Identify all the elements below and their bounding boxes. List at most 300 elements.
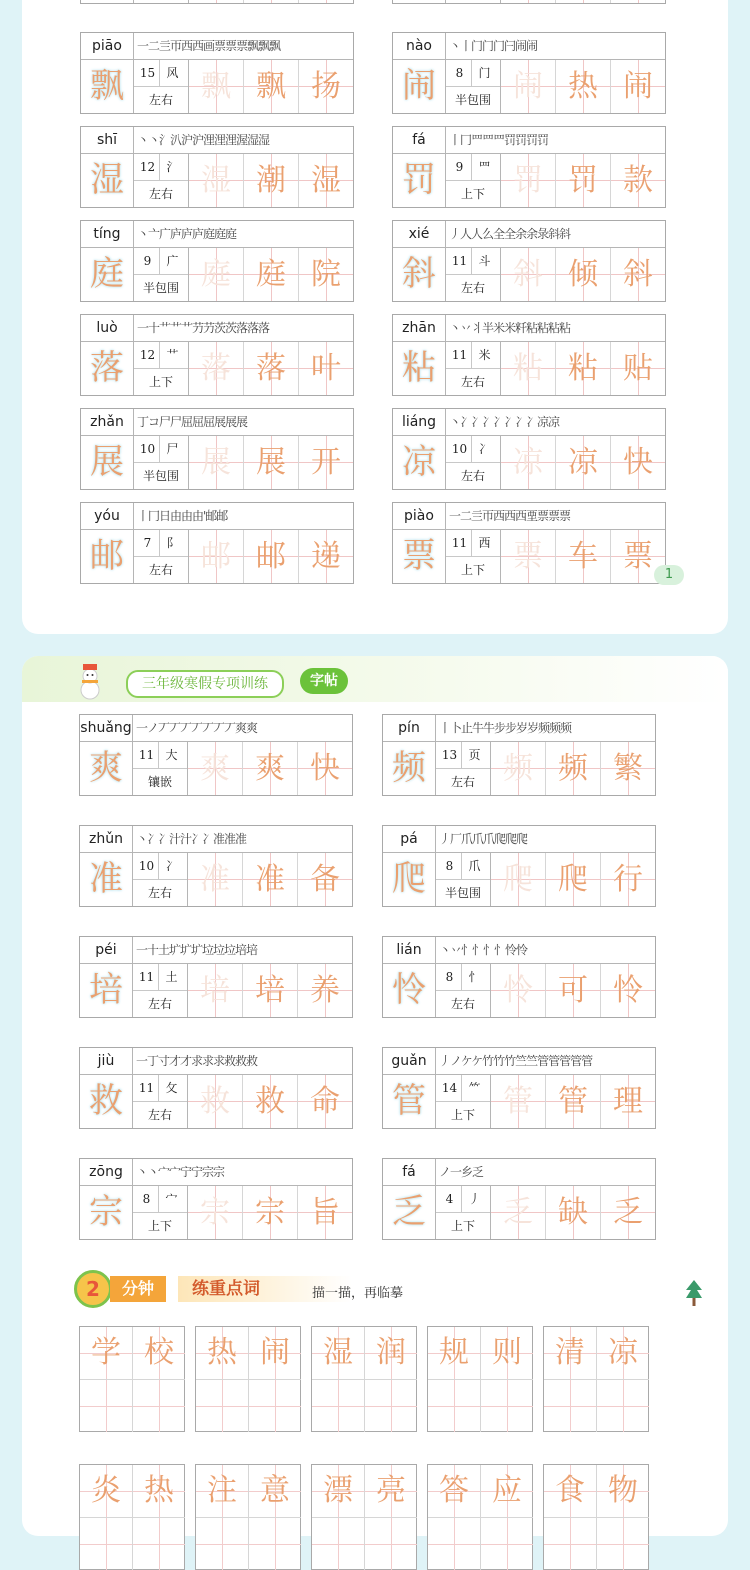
pinyin: fá — [393, 127, 446, 153]
structure-label: 左右 — [148, 563, 173, 577]
card-header — [393, 409, 665, 436]
radical: 大 — [165, 748, 178, 762]
big-char: 罚 — [393, 154, 446, 207]
stroke-order: 丶冫冫冫冫冫冫冫凉凉 — [449, 415, 560, 429]
blank-cell — [480, 1379, 533, 1432]
stroke-order: 丨冂日由由由'邮邮 — [137, 509, 228, 523]
pinyin: xié — [393, 221, 446, 247]
radical: 忄 — [468, 970, 481, 984]
blank-cell — [544, 1517, 596, 1570]
practice-card — [79, 1047, 353, 1129]
card-header — [393, 221, 665, 248]
practice-card — [79, 936, 353, 1018]
practice-card — [392, 408, 666, 490]
word-char: 叶 — [299, 342, 353, 395]
big-char: 乏 — [383, 1186, 436, 1239]
stroke-order: 丶亠广庐庐庐庭庭庭 — [137, 227, 237, 241]
stroke-count: 14 — [439, 1075, 462, 1101]
trace-cell: 票 — [501, 530, 556, 583]
stroke-order: 丶丶宀宀宁宁宗宗 — [136, 1165, 225, 1179]
big-char: 闹 — [393, 60, 446, 113]
pinyin: zhǎn — [81, 409, 134, 435]
pinyin: nào — [393, 33, 446, 59]
phrase-char: 润 — [364, 1327, 417, 1379]
section-header — [74, 1270, 674, 1306]
char-info — [134, 436, 189, 489]
section-number: 2 — [74, 1270, 112, 1308]
blank-cell — [428, 1517, 480, 1570]
stroke-order: 一丁寸才才求求求救救救 — [136, 1054, 258, 1068]
structure-label: 上下 — [450, 1219, 475, 1233]
big-char: 管 — [383, 1075, 436, 1128]
card-header — [80, 1048, 352, 1075]
phrase-box — [311, 1464, 417, 1570]
big-char: 湿 — [81, 154, 134, 207]
radical: 尸 — [166, 442, 179, 456]
card-header — [393, 127, 665, 154]
big-char: 准 — [80, 853, 133, 906]
phrase-char: 规 — [428, 1327, 480, 1379]
big-char: 粘 — [393, 342, 446, 395]
stroke-count: 9 — [449, 154, 472, 180]
pinyin: guǎn — [383, 1048, 436, 1074]
char-info — [134, 530, 189, 583]
trace-cell: 凉 — [501, 436, 556, 489]
radical: 罒 — [478, 160, 491, 174]
practice-card — [79, 825, 353, 907]
practice-card — [392, 220, 666, 302]
blank-cell — [248, 1379, 301, 1432]
stroke-order: 丶丷忄忄忄忄怜怜 — [439, 943, 528, 957]
trace-cell: 乏 — [491, 1186, 546, 1239]
page-number: 1 — [654, 565, 684, 585]
stroke-order: ノ一乡乏 — [439, 1165, 484, 1179]
stroke-order: 丨冂罒罒罒罚罚罚罚 — [449, 133, 549, 147]
stroke-order: 丿人人么全全余余彔斜斜 — [449, 227, 571, 241]
stroke-count: 8 — [439, 964, 462, 990]
stroke-order: 丶丨门门门闩闹闹 — [449, 39, 538, 53]
practice-card-partial — [392, 0, 666, 4]
structure-label: 镶嵌 — [147, 775, 172, 789]
pinyin: péi — [80, 937, 133, 963]
word-char: 爽 — [243, 742, 298, 795]
word-char: 款 — [611, 154, 665, 207]
stroke-order: 一ノ丆丆丆丆丆丆丆爽爽 — [136, 721, 258, 735]
phrase-box — [195, 1326, 301, 1432]
word-char: 缺 — [546, 1186, 601, 1239]
word-char: 闹 — [611, 60, 665, 113]
pinyin: zōng — [80, 1159, 133, 1185]
big-char — [393, 0, 446, 3]
char-info — [436, 1186, 491, 1239]
card-header — [81, 503, 353, 530]
char-info — [436, 1075, 491, 1128]
trace-cell — [189, 0, 244, 3]
phrase-char: 清 — [544, 1327, 596, 1379]
char-info — [446, 0, 501, 3]
word-char: 倾 — [556, 248, 611, 301]
card-header — [81, 409, 353, 436]
char-info — [446, 342, 501, 395]
practice-card — [80, 314, 354, 396]
workbook-page-1 — [22, 0, 728, 634]
word-char: 理 — [601, 1075, 655, 1128]
big-char: 飘 — [81, 60, 134, 113]
trace-cell: 邮 — [189, 530, 244, 583]
char-info — [133, 964, 188, 1017]
big-char: 培 — [80, 964, 133, 1017]
trace-cell: 庭 — [189, 248, 244, 301]
pinyin: piāo — [81, 33, 134, 59]
structure-label: 上下 — [460, 563, 485, 577]
word-char: 开 — [299, 436, 353, 489]
char-info — [446, 60, 501, 113]
stroke-order: 丨卜止牛牛步步岁岁频频频 — [439, 721, 572, 735]
card-header — [383, 826, 655, 853]
word-char: 飘 — [244, 60, 299, 113]
structure-label: 左右 — [147, 1108, 172, 1122]
char-info — [436, 853, 491, 906]
blank-cell — [196, 1517, 248, 1570]
blank-cell — [80, 1517, 132, 1570]
word-char: 旨 — [298, 1186, 352, 1239]
word-char: 乏 — [601, 1186, 655, 1239]
stroke-count: 9 — [137, 248, 160, 274]
card-header — [383, 937, 655, 964]
stroke-count: 11 — [449, 342, 472, 368]
radical: 门 — [478, 66, 491, 80]
phrase-box — [427, 1464, 533, 1570]
word-char: 车 — [556, 530, 611, 583]
word-char: 罚 — [556, 154, 611, 207]
practice-card — [80, 408, 354, 490]
phrase-char: 热 — [196, 1327, 248, 1379]
phrase-char: 校 — [132, 1327, 185, 1379]
char-info — [446, 530, 501, 583]
card-header — [383, 1159, 655, 1186]
trace-cell: 爬 — [491, 853, 546, 906]
pinyin: fá — [383, 1159, 436, 1185]
pinyin: zhān — [393, 315, 446, 341]
phrase-char: 注 — [196, 1465, 248, 1517]
trace-cell: 准 — [188, 853, 243, 906]
word-char: 培 — [243, 964, 298, 1017]
radical: 页 — [468, 748, 481, 762]
structure-label: 半包围 — [444, 886, 481, 900]
structure-label: 左右 — [148, 93, 173, 107]
stroke-count: 10 — [449, 436, 472, 462]
trace-cell: 罚 — [501, 154, 556, 207]
stroke-count: 4 — [439, 1186, 462, 1212]
stroke-count: 7 — [137, 530, 160, 556]
word-char: 斜 — [611, 248, 665, 301]
big-char: 斜 — [393, 248, 446, 301]
stroke-order: 丶丷丬半米米粁粘粘粘粘 — [449, 321, 571, 335]
phrase-char: 意 — [248, 1465, 301, 1517]
stroke-count: 10 — [136, 853, 159, 879]
blank-cell — [364, 1517, 417, 1570]
phrase-char: 学 — [80, 1327, 132, 1379]
phrase-char: 则 — [480, 1327, 533, 1379]
structure-label: 半包围 — [142, 469, 179, 483]
card-header — [80, 826, 352, 853]
char-info — [436, 742, 491, 795]
radical: 艹 — [166, 348, 179, 362]
practice-card — [382, 936, 656, 1018]
tree-icon — [686, 1280, 702, 1306]
banner-title: 三年级寒假专项训练 — [126, 670, 284, 698]
structure-label — [134, 0, 188, 3]
radical: 斗 — [478, 254, 491, 268]
stroke-count: 12 — [137, 154, 160, 180]
stroke-count: 11 — [136, 1075, 159, 1101]
card-header — [81, 33, 353, 60]
word-char: 快 — [611, 436, 665, 489]
structure-label: 左右 — [450, 775, 475, 789]
radical: 阝 — [166, 536, 179, 550]
blank-cell — [196, 1379, 248, 1432]
word-char: 粘 — [556, 342, 611, 395]
pinyin: lián — [383, 937, 436, 963]
trace-cell: 怜 — [491, 964, 546, 1017]
practice-card — [79, 1158, 353, 1240]
pinyin: yóu — [81, 503, 134, 529]
char-info — [446, 436, 501, 489]
stroke-count: 15 — [137, 60, 160, 86]
phrase-char: 食 — [544, 1465, 596, 1517]
practice-card — [80, 126, 354, 208]
trace-cell: 宗 — [188, 1186, 243, 1239]
phrase-box — [427, 1326, 533, 1432]
char-info — [133, 742, 188, 795]
card-header — [81, 315, 353, 342]
word-char — [244, 0, 299, 3]
word-char: 递 — [299, 530, 353, 583]
trace-cell: 湿 — [189, 154, 244, 207]
practice-card — [382, 714, 656, 796]
stroke-count: 11 — [136, 964, 159, 990]
big-char: 凉 — [393, 436, 446, 489]
phrase-box — [543, 1326, 649, 1432]
word-char: 热 — [556, 60, 611, 113]
trace-cell: 救 — [188, 1075, 243, 1128]
word-char: 邮 — [244, 530, 299, 583]
blank-cell — [596, 1379, 649, 1432]
pinyin: tíng — [81, 221, 134, 247]
stroke-count: 12 — [137, 342, 160, 368]
stroke-count: 11 — [136, 742, 159, 768]
trace-cell: 爽 — [188, 742, 243, 795]
pinyin: liáng — [393, 409, 446, 435]
char-info — [446, 154, 501, 207]
blank-cell — [596, 1517, 649, 1570]
pinyin: pá — [383, 826, 436, 852]
structure-label: 半包围 — [142, 281, 179, 295]
phrase-box — [195, 1464, 301, 1570]
word-char: 展 — [244, 436, 299, 489]
minutes-label: 分钟 — [110, 1276, 166, 1302]
phrase-box — [543, 1464, 649, 1570]
structure-label — [446, 0, 500, 3]
card-header — [81, 127, 353, 154]
practice-card — [392, 314, 666, 396]
word-char: 养 — [298, 964, 352, 1017]
section-title: 练重点词 — [178, 1276, 352, 1302]
card-header — [80, 715, 352, 742]
trace-cell: 培 — [188, 964, 243, 1017]
big-char: 救 — [80, 1075, 133, 1128]
trace-cell: 斜 — [501, 248, 556, 301]
word-char: 院 — [299, 248, 353, 301]
phrase-char: 闹 — [248, 1327, 301, 1379]
snowman-icon — [78, 664, 102, 700]
pinyin: luò — [81, 315, 134, 341]
stroke-order: 丿厂爪爪爪爬爬爬 — [439, 832, 528, 846]
char-info — [133, 1075, 188, 1128]
phrase-box — [79, 1464, 185, 1570]
pinyin: piào — [393, 503, 446, 529]
big-char: 邮 — [81, 530, 134, 583]
word-char: 票 — [611, 530, 665, 583]
blank-cell — [80, 1379, 132, 1432]
word-char: 落 — [244, 342, 299, 395]
phrase-char: 物 — [596, 1465, 649, 1517]
card-header — [393, 33, 665, 60]
trace-cell: 闹 — [501, 60, 556, 113]
blank-cell — [544, 1379, 596, 1432]
big-char: 怜 — [383, 964, 436, 1017]
stroke-order: 一二亖帀西西画票票票飘飘飘 — [137, 39, 281, 53]
structure-label: 上下 — [450, 1108, 475, 1122]
word-char: 凉 — [556, 436, 611, 489]
phrase-box — [311, 1326, 417, 1432]
word-char: 可 — [546, 964, 601, 1017]
radical: 冫 — [165, 859, 178, 873]
pinyin: shuǎng — [80, 715, 133, 741]
practice-card — [80, 220, 354, 302]
stroke-count: 11 — [449, 530, 472, 556]
stroke-order: 丶丶氵汃沪沪浬浬浬渥湿湿 — [137, 133, 270, 147]
stroke-order: 丿ノケケ竹竹竹竺竺管管管管管 — [439, 1054, 593, 1068]
stroke-count: 11 — [449, 248, 472, 274]
word-char: 湿 — [299, 154, 353, 207]
radical: 冫 — [478, 442, 491, 456]
big-char: 票 — [393, 530, 446, 583]
word-char — [299, 0, 353, 3]
word-char: 命 — [298, 1075, 352, 1128]
word-char: 快 — [298, 742, 352, 795]
radical: 攵 — [165, 1081, 178, 1095]
phrase-box — [79, 1326, 185, 1432]
practice-card — [392, 126, 666, 208]
char-info — [133, 1186, 188, 1239]
phrase-char: 答 — [428, 1465, 480, 1517]
radical: 土 — [165, 970, 178, 984]
structure-label: 上下 — [460, 187, 485, 201]
pinyin: shī — [81, 127, 134, 153]
page-header-banner — [22, 656, 728, 702]
char-info — [134, 60, 189, 113]
trace-cell: 频 — [491, 742, 546, 795]
word-char: 庭 — [244, 248, 299, 301]
big-char: 宗 — [80, 1186, 133, 1239]
section-hint: 描一描，再临摹 — [312, 1286, 404, 1301]
big-char — [81, 0, 134, 3]
practice-card — [382, 1158, 656, 1240]
structure-label: 左右 — [460, 281, 485, 295]
radical: 氵 — [166, 160, 179, 174]
word-char: 扬 — [299, 60, 353, 113]
radical: 丿 — [468, 1192, 481, 1206]
big-char: 频 — [383, 742, 436, 795]
blank-cell — [132, 1517, 185, 1570]
word-char: 救 — [243, 1075, 298, 1128]
card-header — [80, 937, 352, 964]
stroke-order: 一十土圹圹圹垃垃垃培培 — [136, 943, 258, 957]
card-header — [80, 1159, 352, 1186]
stroke-count: 8 — [439, 853, 462, 879]
char-info — [134, 0, 189, 3]
word-char: 潮 — [244, 154, 299, 207]
big-char: 展 — [81, 436, 134, 489]
practice-card — [382, 1047, 656, 1129]
word-char: 怜 — [601, 964, 655, 1017]
word-char: 贴 — [611, 342, 665, 395]
big-char: 落 — [81, 342, 134, 395]
card-header — [383, 1048, 655, 1075]
trace-cell: 落 — [189, 342, 244, 395]
structure-label: 左右 — [460, 469, 485, 483]
practice-card — [392, 502, 666, 584]
phrase-char: 炎 — [80, 1465, 132, 1517]
phrase-char: 应 — [480, 1465, 533, 1517]
pinyin: pín — [383, 715, 436, 741]
structure-label: 左右 — [147, 997, 172, 1011]
stroke-order: 丁コ尸尸屈屈屈展展展 — [137, 415, 248, 429]
radical: 西 — [478, 536, 491, 550]
blank-cell — [132, 1379, 185, 1432]
big-char: 爬 — [383, 853, 436, 906]
banner-tag: 字帖 — [300, 668, 348, 694]
stroke-count: 10 — [137, 436, 160, 462]
stroke-count: 8 — [449, 60, 472, 86]
blank-cell — [480, 1517, 533, 1570]
phrase-char: 凉 — [596, 1327, 649, 1379]
stroke-order: 一十艹艹艹芀芀茨茨落落落 — [137, 321, 270, 335]
structure-label: 上下 — [148, 375, 173, 389]
pinyin: jiù — [80, 1048, 133, 1074]
phrase-char: 漂 — [312, 1465, 364, 1517]
trace-cell — [501, 0, 556, 3]
practice-card-partial — [80, 0, 354, 4]
structure-label: 半包围 — [454, 93, 491, 107]
radical: 爪 — [468, 859, 481, 873]
practice-card — [79, 714, 353, 796]
stroke-count: 8 — [136, 1186, 159, 1212]
blank-cell — [248, 1517, 301, 1570]
word-char: 行 — [601, 853, 655, 906]
structure-label: 左右 — [460, 375, 485, 389]
word-char: 准 — [243, 853, 298, 906]
char-info — [436, 964, 491, 1017]
blank-cell — [428, 1379, 480, 1432]
radical: 宀 — [165, 1192, 178, 1206]
stroke-order: 一二亖帀西西西垔票票票 — [449, 509, 571, 523]
char-info — [133, 853, 188, 906]
phrase-char: 亮 — [364, 1465, 417, 1517]
char-info — [134, 154, 189, 207]
structure-label: 左右 — [148, 187, 173, 201]
